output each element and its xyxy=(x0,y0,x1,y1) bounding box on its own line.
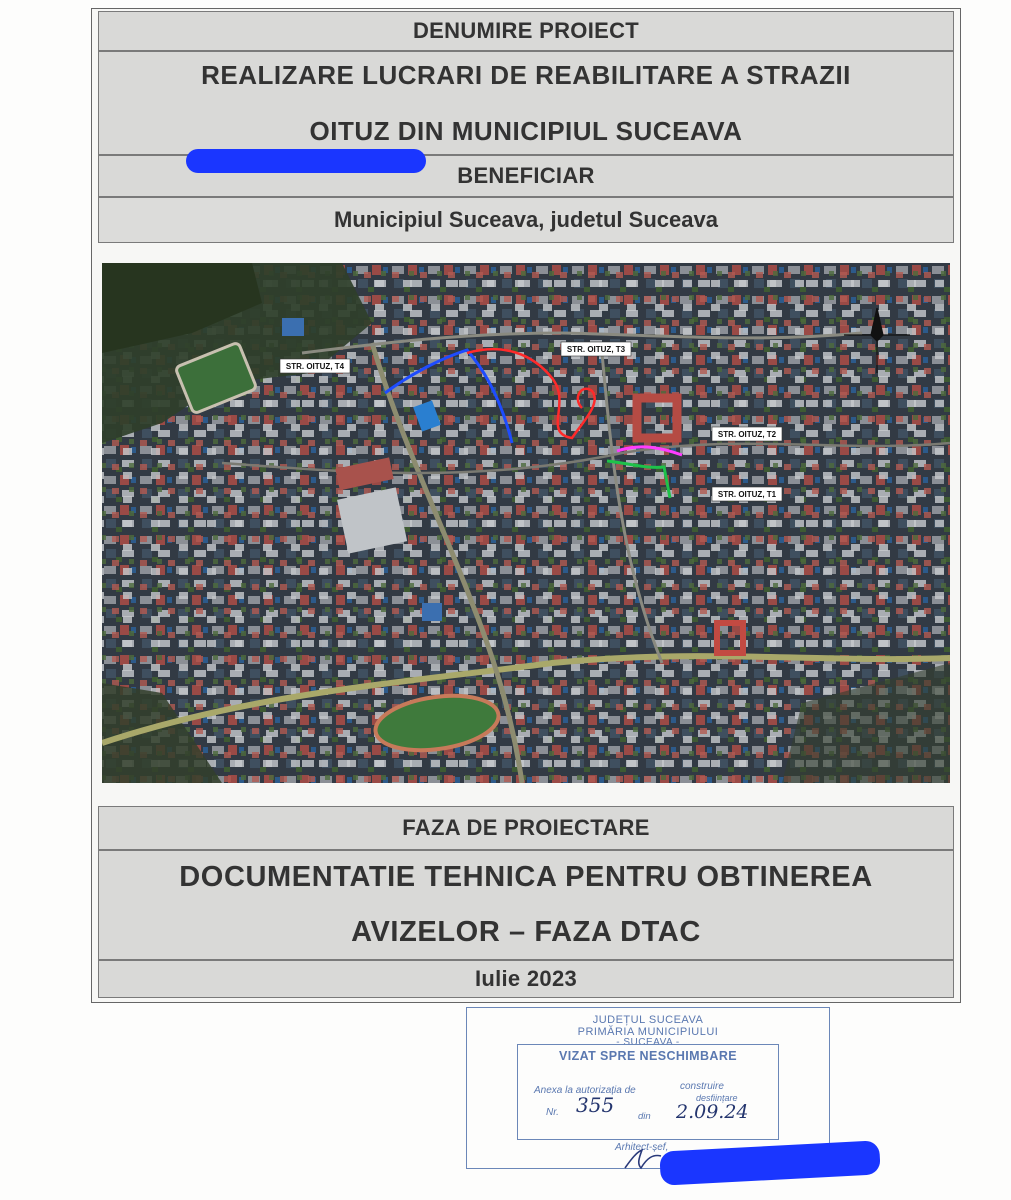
beneficiary-label: BENEFICIAR xyxy=(98,155,954,197)
phase-title: DOCUMENTATIE TEHNICA PENTRU OBTINEREA AVIZELOR – FAZA DTAC xyxy=(98,850,954,960)
stamp-line-2: PRIMĂRIA MUNICIPIULUI xyxy=(577,1026,719,1038)
phase-date: Iulie 2023 xyxy=(98,960,954,998)
aerial-map xyxy=(102,263,950,783)
stamp-line-1: JUDEȚUL SUCEAVA xyxy=(592,1014,704,1026)
stamp-inner-box xyxy=(517,1044,779,1140)
stamp-arhitect: Arhitect-șef, xyxy=(615,1142,669,1153)
project-title: REALIZARE LUCRARI DE REABILITARE A STRAZII OITUZ DIN MUNICIPIUL SUCEAVA xyxy=(98,51,954,155)
stamp-line-3: - SUCEAVA - xyxy=(616,1037,680,1048)
stamp-din-label: din xyxy=(638,1111,651,1122)
label-t1: STR. OITUZ, T1 xyxy=(717,490,777,499)
stamp-nr-value: 355 xyxy=(576,1093,615,1117)
label-t3: STR. OITUZ, T3 xyxy=(566,345,626,354)
redaction-mark-top xyxy=(186,149,426,173)
label-t4: STR. OITUZ, T4 xyxy=(285,362,345,371)
stamp-anexa: Anexa la autorizația de xyxy=(534,1085,636,1096)
phase-label: FAZA DE PROIECTARE xyxy=(98,806,954,850)
aerial-map-image xyxy=(102,263,950,783)
stamp-construire: construire xyxy=(680,1081,724,1092)
stamp-nr-label: Nr. xyxy=(546,1107,559,1118)
label-t2: STR. OITUZ, T2 xyxy=(717,430,777,439)
stamp-vizat: VIZAT SPRE NESCHIMBARE xyxy=(558,1049,738,1063)
stamp-desfiintare: desființare xyxy=(696,1093,738,1103)
beneficiary-name: Municipiul Suceava, judetul Suceava xyxy=(98,197,954,243)
stamp-date-value: 2.09.24 xyxy=(676,1101,749,1123)
project-label: DENUMIRE PROIECT xyxy=(98,11,954,51)
